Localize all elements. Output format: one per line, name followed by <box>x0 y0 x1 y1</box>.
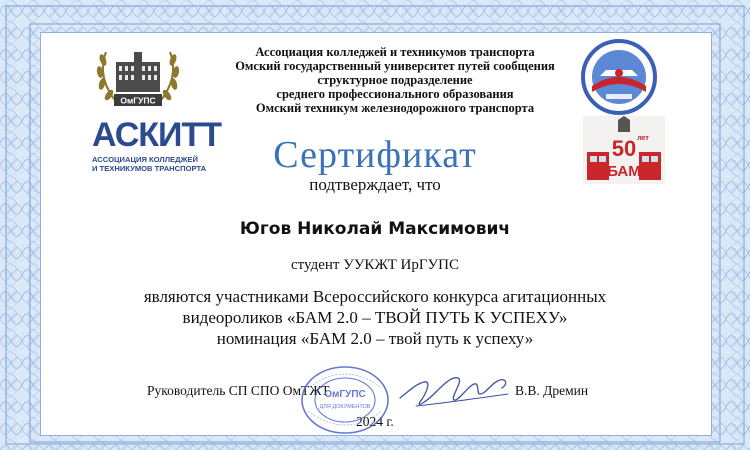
org-line-4: среднего профессионального образования <box>276 87 514 101</box>
bam-50-text: БАМ <box>607 163 641 180</box>
description-line-3: номинация «БАМ 2.0 – твой путь к успеху» <box>216 329 534 348</box>
signature <box>396 368 516 414</box>
recipient-name: Югов Николай Максимович <box>239 219 511 239</box>
org-line-2: Омский государственный университет путей сообщения <box>235 59 555 73</box>
stamp-center-text: ОмГУПС <box>324 389 366 400</box>
org-line-1: Ассоциация колледжей и техникумов транспорта <box>255 45 535 59</box>
org-line-5: Омский техникум железнодорожного транспорта <box>255 101 535 115</box>
leader-label: Руководитель СП СПО ОмТЖТ <box>147 383 330 398</box>
bam-50-let: лет <box>637 135 649 142</box>
recipient-role: студент УУКЖТ ИрГУПС <box>291 257 459 273</box>
confirms-text: подтверждает, что <box>309 175 441 194</box>
stamp-sub-text: ДЛЯ ДОКУМЕНТОВ <box>319 404 371 410</box>
org-line-3: структурное подразделение <box>317 73 473 87</box>
bam-50-number: 50 <box>611 136 637 161</box>
round-stamp <box>300 365 390 435</box>
issue-year: 2024 г. <box>356 414 394 429</box>
description-line-1: являются участниками Всероссийского конкурса агитационных <box>143 287 607 306</box>
leader-name: В.В. Дремин <box>515 383 589 398</box>
description-line-2: видеороликов «БАМ 2.0 – ТВОЙ ПУТЬ К УСПЕХУ» <box>182 308 568 327</box>
omgups-logo-text: ОмГУПС <box>120 95 156 106</box>
askitt-logo-title: АСКИТТ <box>92 116 221 154</box>
askitt-logo-line1: АССОЦИАЦИЯ КОЛЛЕДЖЕЙ <box>92 155 198 164</box>
certificate-title: Сертификат <box>273 134 477 176</box>
askitt-logo-line2: И ТЕХНИКУМОВ ТРАНСПОРТА <box>92 164 207 173</box>
